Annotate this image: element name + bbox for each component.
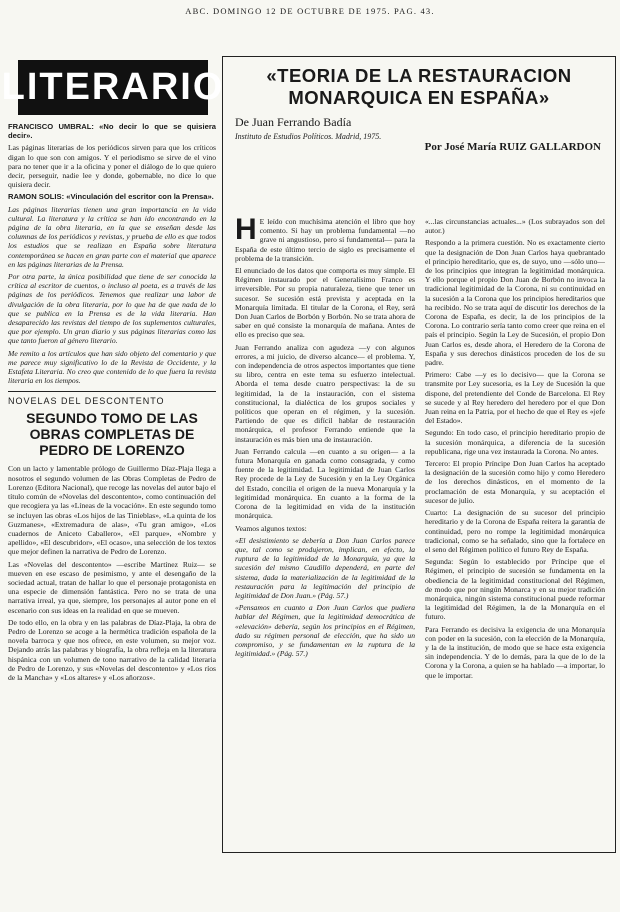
article-title: «TEORIA DE LA RESTAURACION MONARQUICA EN ESPAÑA» — [266, 65, 572, 108]
lorenzo-text-3: De todo ello, en la obra y en las palabras de Díaz-Plaja, la obra de Pedro de Lorenzo se acoge a la hermética tradición española de la novela barroca y que nos ofrece, en este volumen, su mejor voz. Dejando atrás las palabras y biografía, la obra refleja en la literatura hispánica con un volumen de tono narrativo de la calidad literaria de Pedro de Lorenzo, y sus «Novelas del descontento» y «Los ríos de la Mancha» y «Los altares» y «Los añorzos». — [8, 617, 216, 682]
article-paragraph: Juan Ferrando analiza con agudeza —y con algunos errores, a mi juicio, de diverso alcance— el problema. Y, con independencia de otros aspectos importantes que tiene su libro, centra en este tema su esfuerzo intelectual. Aborda el tema desde cuatro perspectivas: la de su legitimidad, la de la instauración, con el sistema constitucional, la dialéctica de los grupos sociales y políticos que operan en el régimen, y la sucesión. Partiendo de que es difícil hablar de restauración monárquica, el profesor Ferrando entiende que la instauración es más bien una de instauración. — [235, 342, 415, 444]
article-paragraph: Veamos algunos textos: — [235, 523, 307, 533]
article-paragraph: «...las circunstancias actuales...» (Los subrayados son del autor.) — [425, 217, 605, 236]
article-paragraph: Primero: Cabe —y es lo decisivo— que la Corona se transmite por Ley sucesoria, es la Ley de Sucesión la que dispone, del pretendiente del Conde de Barcelona. El Rey se sucede y al Rey heredero del heredero por el que Don Juan reina en la Patria, por el hecho de que el Rey es «jefe del Estado». — [425, 370, 605, 426]
umbral-lead: FRANCISCO UMBRAL: «No decir lo que se quisiera decir». — [8, 122, 216, 141]
page-header: ABC. DOMINGO 12 DE OCTUBRE DE 1975. PAG. 43. — [185, 6, 435, 16]
article-paragraph: Respondo a la primera cuestión. No es exactamente cierto que la designación de Don Juan Carlos haya quebrantado el principio hereditario, que es, de suyo, uno —sólo uno— de los principios que integran la legitimidad monárquica. Y ello porque el propio Don Juan de Borbón no invoca la tradicional legitimidad de la Corona, ni su continuidad en la sucesión a la Corona que los principios hereditarios que ha recibido. No se trata aquí de discutir los derechos de la Corona de España, es decir, la de los principios de la Corona. Lo contrario sería tanto como creer que reina en el país el principio. Según la Ley de Sucesión, el propio Don Juan Carlos es, desde ahora, el Heredero de la Corona de España y sus derechos dinásticos proceden de los de su padre. — [425, 238, 605, 368]
article-paragraph: Para Ferrando es decisiva la exigencia de una Monarquía con poder en la sucesión, con la elección de la Monarquía, y la de la institución, de modo que se hace esta exigencia sin independencia. Y de lo demás, para la que de lo de la Corona y la Corona, a quien se ha hablado —a importar, lo que le importar. — [425, 624, 605, 680]
article-box — [222, 56, 616, 853]
solis-text-1: Las páginas literarias tienen una gran importancia en la vida cultural. La literatura y la crítica se han ido encontrando en la página de la obra literaria, en la que se enseñan desde las columnas de los periódicos y revistas, y prueba de ello es que todos los estudios que se realizan en España sobre literatura contemporánea se hacen en gran parte con el material que aparece en las páginas literarias de la Prensa. — [8, 204, 216, 269]
solis-text-3: Me remito a los artículos que han sido objeto del comentario y que me parece muy significativo lo de la Revista de Occidente, y la Estafeta Literaria. No creo que contenido de lo que fuera la revista literaria en los tiempos. — [8, 348, 216, 386]
lorenzo-text-1: Con un lacto y lamentable prólogo de Guillermo Díaz-Plaja llega a nosotros el segundo volumen de las Obras Completas de Pedro de Lorenzo (Editora Nacional), que recoge las novelas del autor bajo el título común de «Novelas del descontento», como continuación del que recogiera ya las «Líneas de la vocación». En este segundo tomo se incluyen las obras «Los hijos de las Tinieblas», «La quinta de los Guzmanes», «Extremadura de alas», «Tu gran amigo», «Los cuadernos de Aniceto Caballero», «El parque», «Nombre y apellido», «El descubridor», «El ocaso», una selección de los textos que mejor definen la narrativa de Pedro de Lorenzo. — [8, 464, 216, 557]
article-quote: «Pensamos en cuanto a Don Juan Carlos que pudiera hablar del Régimen, que la legitimidad democrática de «elevación» debería, según los principios en el Régimen, dado su régimen personal de elección, que ha sido un compromiso, y se fundamentan en la ruptura de la legitimidad.» (Pág. 57.) — [235, 603, 415, 659]
article-quote: «El desistimiento se debería a Don Juan Carlos parece que, tal como se produjeron, implican, en efecto, la ruptura de la legitimidad de la Monarquía, ya que la sucesión del mismo Caudillo dependerá, en parte del sistema, dada la materialización de la legitimidad de la restauración para la legitimación del principio de legitimidad de Don Juan.» (Pág. 57.) — [235, 535, 415, 600]
left-column — [8, 122, 216, 912]
article-columns — [235, 217, 605, 848]
article-paragraph — [235, 217, 415, 263]
lorenzo-headline: SEGUNDO TOMO DE LAS OBRAS COMPLETAS DE PEDRO DE LORENZO — [26, 410, 198, 459]
solis-lead: RAMON SOLIS: «Vinculación del escritor con la Prensa». — [8, 192, 214, 202]
drop-cap: H — [235, 217, 257, 246]
article-paragraph: El enunciado de los datos que comporta es muy simple. El Régimen instaurado por el Generalísimo Franco es irreversible. Por su propia naturaleza, tiene que tener un sucesor. Se sucesión está prevista y aceptada en la Monarquía limitada. El titular de la Corona, el Rey, será Don Juan Carlos de Borbón y Borbón. No se trata ahora de saber en qué consiste la monarquía de mañana. Antes de ello es preciso que sea. — [235, 266, 415, 340]
umbral-text: Las páginas literarias de los periódicos sirven para que los críticos digan lo que son con amigos. Y el periodismo se sirve de el vino para no tener que ir a la oficina y poner el diálogo de lo que quiero decir, perseguir, nadie lee y donde, gobernable, no dice lo que quisiera decir. — [8, 143, 216, 190]
article-column-2 — [425, 217, 605, 848]
solis-text-2: Por otra parte, la única posibilidad que tiene de ser conocida la crítica al escritor de cuentos, o incluso al poeta, es a través de las páginas de los periódicos. Tenemos que realizar una labor de divulgación de la obra literaria, por lo que ha de que nada de lo que se publica en la Prensa es de la vida literaria. Han desaparecido las revistas del tiempo de los suplementos culturales, que por ejemplo. Un gran diario y sus páginas literarias como las que tanto fueron al género literario. — [8, 272, 216, 346]
section-label: NOVELAS DEL DESCONTENTO — [8, 391, 216, 406]
article-paragraph: Juan Ferrando calcula —en cuanto a su origen— a la futura Monarquía en ganada como consagrada, y como fuente de la legitimidad. La legitimidad de Juan Carlos Rey procede de la Ley de Sucesión y en la Ley Orgánica del Estado, concilia el origen de la nueva Monarquía y la legitimidad monárquica. En cuanto a la forma de la Corona de la legitimidad en vida de la institución monárquica. — [235, 446, 415, 521]
lorenzo-text-2: Las «Novelas del descontento» —escribe Martínez Ruiz— se mueven en ese escaso de pesimismo, y ante el desengaño de la sociedad actual, tratan de hallar lo que el personaje protagonista en una especie de dimensión fantástica. Pero no se trata de una narrativa irreal, ya que, siempre, los personajes al autor pone en el escenario con sus ideas en la realidad en que se mueven. — [8, 559, 216, 615]
article-paragraph: Tercero: El propio Príncipe Don Juan Carlos ha aceptado la designación de la sucesión como hijo y como Heredero de los derechos dinásticos, en el momento de la proclamación de esta Monarquía, y su aceptación el sucesor de julio. — [425, 459, 605, 505]
article-paragraph: Cuarto: La designación de su sucesor del principio hereditario y de la Corona de España reitera la garantía de continuidad, pero no rompe la legitimidad monárquica tradicional, como se ha señalado, sino que la fortalece en el seno del Régimen político el futuro Rey de España. — [425, 508, 605, 554]
section-logo: LITERARIO — [18, 60, 208, 115]
article-author: De Juan Ferrando Badía — [235, 115, 352, 129]
article-paragraph: Segunda: Según lo establecido por Príncipe que el Régimen, el principio de sucesión se fundamenta en la obediencia de la legitimidad constitucional del Régimen, de modo que por ningún Monarca y en su mejor tradición monárquica, ningún sistema constitucional puede reformar la legitimidad del Régimen, la de la Monarquía en el futuro. — [425, 557, 605, 622]
article-reviewer: Por José María RUIZ GALLARDON — [424, 141, 601, 153]
article-paragraph: Segundo: En todo caso, el principio hereditario propio de la sucesión monárquica, a diferencia de la sucesión republicana, rige una vez instaurada la Corona. No antes. — [425, 428, 605, 456]
article-paragraph-text: E leído con muchísima atención el libro que hoy comento. Si hay un problema fundamental —no grave ni angustioso, pero sí fundamental— para la España de este último tercio de siglo es precisamente el problema de la transición. — [235, 217, 415, 263]
article-institute: Instituto de Estudios Políticos. Madrid, 1975. — [235, 132, 382, 141]
article-column-1 — [235, 217, 415, 848]
